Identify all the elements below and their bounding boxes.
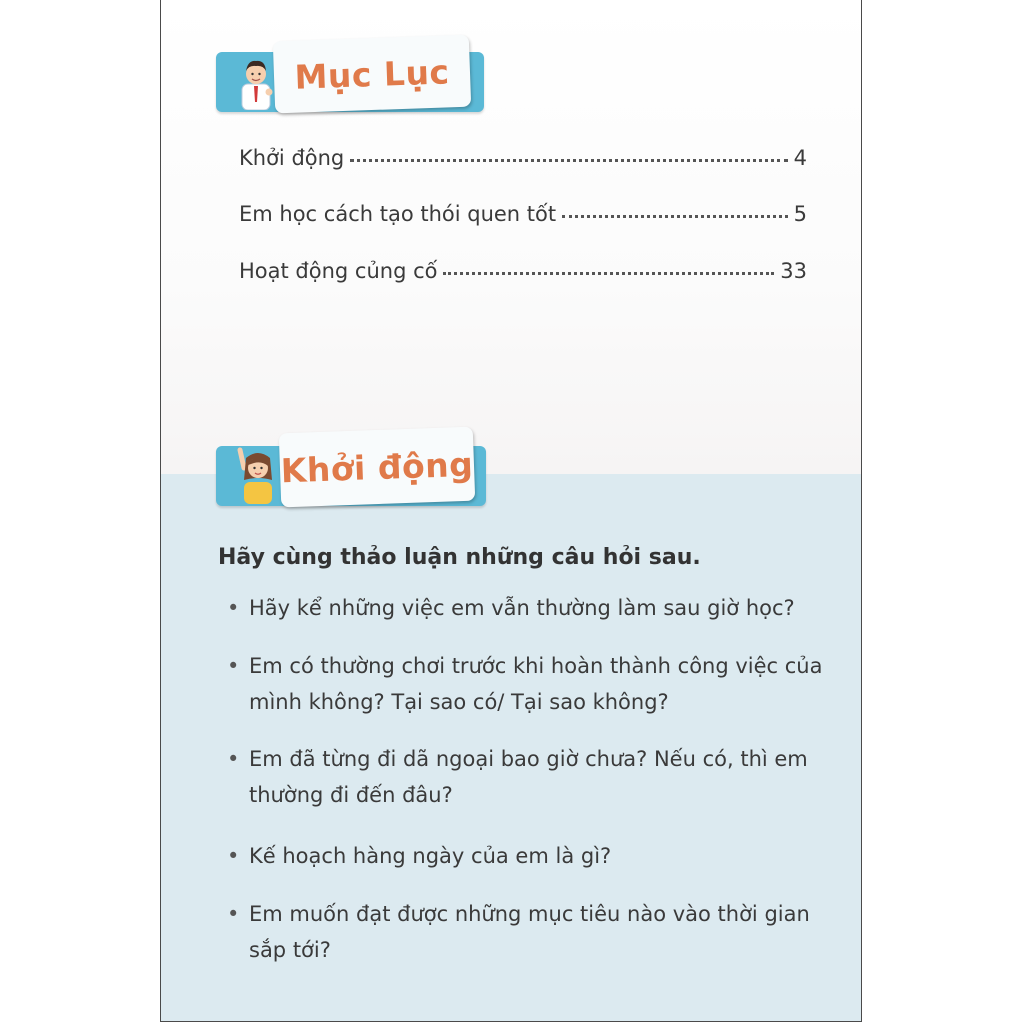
- toc-leader-dots: [350, 159, 787, 162]
- question-text: Em muốn đạt được những mục tiêu nào vào thời gian: [249, 902, 810, 926]
- question-text: Hãy kể những việc em vẫn thường làm sau giờ học?: [249, 596, 795, 620]
- toc-heading: Mục Lục: [293, 51, 451, 97]
- bullet-icon: •: [227, 902, 240, 926]
- toc-entry-title: Em học cách tạo thói quen tốt: [239, 202, 557, 226]
- toc-entry-title: Khởi động: [239, 146, 345, 170]
- question-item: [227, 896, 829, 968]
- question-text: Kế hoạch hàng ngày của em là gì?: [249, 844, 612, 868]
- toc-entry-title: Hoạt động củng cố: [239, 259, 438, 283]
- toc-entry-page: 5: [793, 202, 807, 226]
- question-text: Em có thường chơi trước khi hoàn thành công việc của: [249, 654, 823, 678]
- toc-entry[interactable]: [239, 146, 807, 176]
- warmup-banner: [216, 426, 496, 512]
- question-item: [227, 648, 829, 720]
- toc-entry-page: 4: [793, 146, 807, 170]
- toc-leader-dots: [443, 272, 774, 275]
- warmup-prompt: Hãy cùng thảo luận những câu hỏi sau.: [218, 545, 701, 570]
- toc-entry-page: 33: [780, 259, 807, 283]
- girl-waving-icon: [234, 446, 280, 504]
- toc-entry[interactable]: [239, 202, 807, 232]
- toc-leader-dots: [562, 215, 788, 218]
- toc-entry[interactable]: [239, 259, 807, 289]
- question-item: [227, 838, 829, 874]
- bullet-icon: •: [227, 844, 240, 868]
- question-item: [227, 590, 829, 626]
- book-page: [160, 0, 862, 1022]
- question-item: [227, 741, 829, 813]
- question-text-cont: mình không? Tại sao có/ Tại sao không?: [249, 690, 669, 714]
- bullet-icon: •: [227, 654, 240, 678]
- question-text: Em đã từng đi dã ngoại bao giờ chưa? Nếu có, thì em: [249, 747, 808, 771]
- toc-banner: [216, 32, 486, 118]
- teacher-avatar-icon: [236, 54, 276, 110]
- question-text-cont: sắp tới?: [249, 938, 331, 962]
- bullet-icon: •: [227, 747, 240, 771]
- warmup-heading: Khởi động: [280, 444, 474, 490]
- bullet-icon: •: [227, 596, 240, 620]
- question-text-cont: thường đi đến đâu?: [249, 783, 453, 807]
